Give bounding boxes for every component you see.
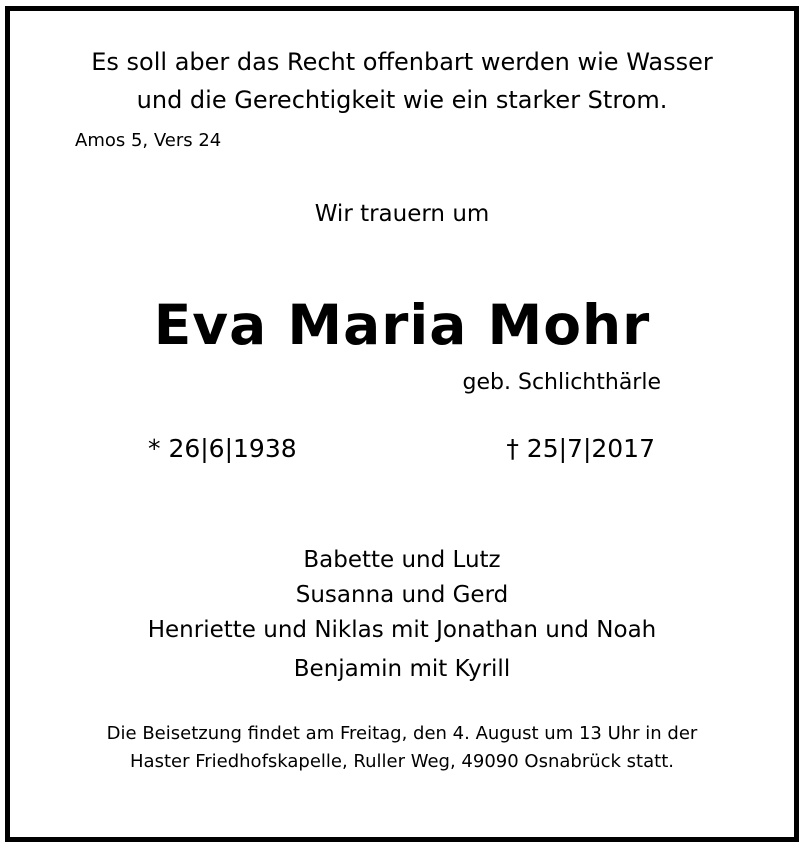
family-member-line: Benjamin mit Kyrill — [293, 656, 511, 682]
family-member-line: Susanna und Gerd — [295, 582, 509, 608]
family-member-line: Babette und Lutz — [303, 547, 501, 573]
verse-line-1: Es soll aber das Recht offenbart werden wie Wasser — [91, 48, 713, 76]
mourning-intro: Wir trauern um — [314, 201, 490, 227]
verse-line-2: und die Gerechtigkeit wie ein starker Strom. — [136, 86, 668, 114]
obituary-frame — [5, 6, 799, 842]
family-member-line: Henriette und Niklas mit Jonathan und Noah — [147, 617, 657, 643]
verse-reference: Amos 5, Vers 24 — [75, 130, 222, 151]
birth-name: geb. Schlichthärle — [462, 370, 661, 395]
birth-date: * 26|6|1938 — [148, 434, 297, 463]
funeral-notice-line-1: Die Beisetzung findet am Freitag, den 4. August um 13 Uhr in der — [106, 723, 698, 744]
funeral-notice-line-2: Haster Friedhofskapelle, Ruller Weg, 49090 Osnabrück statt. — [130, 751, 674, 772]
death-date: † 25|7|2017 — [506, 434, 655, 463]
deceased-name: Eva Maria Mohr — [153, 293, 651, 357]
